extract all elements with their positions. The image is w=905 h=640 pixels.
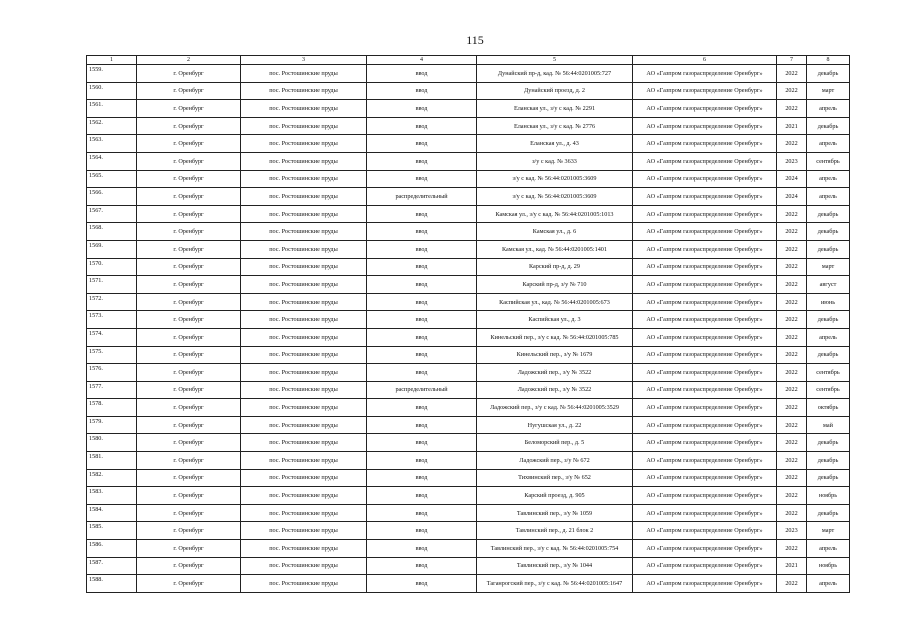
address-cell: Каспийская ул., кад. № 56:44:0201005:673 (477, 293, 633, 311)
month-cell: апрель (807, 188, 850, 206)
district-cell: пос. Ростошинские пруды (241, 258, 367, 276)
month-cell: декабрь (807, 240, 850, 258)
month-cell: апрель (807, 328, 850, 346)
table-body (87, 65, 850, 593)
type-cell: ввод (367, 557, 477, 575)
month-cell: декабрь (807, 346, 850, 364)
type-cell: ввод (367, 399, 477, 417)
organization-cell: АО «Газпром газораспределение Оренбург» (633, 293, 777, 311)
month-cell: сентябрь (807, 364, 850, 382)
table-row (87, 452, 850, 470)
month-cell: декабрь (807, 205, 850, 223)
organization-cell: АО «Газпром газораспределение Оренбург» (633, 82, 777, 100)
month-cell: сентябрь (807, 152, 850, 170)
type-cell: ввод (367, 205, 477, 223)
row-number-cell: 1571. (87, 276, 137, 294)
table-row (87, 100, 850, 118)
table-row (87, 522, 850, 540)
address-cell: Беломорский пер., д. 5 (477, 434, 633, 452)
table-row (87, 258, 850, 276)
district-cell: пос. Ростошинские пруды (241, 152, 367, 170)
row-number-cell: 1563. (87, 135, 137, 153)
district-cell: пос. Ростошинские пруды (241, 557, 367, 575)
table-row (87, 399, 850, 417)
organization-cell: АО «Газпром газораспределение Оренбург» (633, 434, 777, 452)
district-cell: пос. Ростошинские пруды (241, 469, 367, 487)
row-number-cell: 1576. (87, 364, 137, 382)
district-cell: пос. Ростошинские пруды (241, 381, 367, 399)
column-header: 1 (87, 56, 137, 65)
organization-cell: АО «Газпром газораспределение Оренбург» (633, 276, 777, 294)
address-cell: Тихвинский пер., з/у № 652 (477, 469, 633, 487)
address-cell: з/у с кад. № 56:44:0201005:3609 (477, 170, 633, 188)
district-cell: пос. Ростошинские пруды (241, 65, 367, 83)
month-cell: апрель (807, 170, 850, 188)
row-number-cell: 1564. (87, 152, 137, 170)
address-cell: Дунайский пр-д, кад. № 56:44:0201005:727 (477, 65, 633, 83)
table-row (87, 152, 850, 170)
year-cell: 2022 (777, 452, 807, 470)
row-number-cell: 1581. (87, 452, 137, 470)
row-number-cell: 1560. (87, 82, 137, 100)
year-cell: 2022 (777, 328, 807, 346)
month-cell: апрель (807, 575, 850, 593)
address-cell: Камская ул., д. 6 (477, 223, 633, 241)
organization-cell: АО «Газпром газораспределение Оренбург» (633, 364, 777, 382)
city-cell: г. Оренбург (137, 65, 241, 83)
row-number-cell: 1584. (87, 504, 137, 522)
city-cell: г. Оренбург (137, 117, 241, 135)
column-header: 7 (777, 56, 807, 65)
address-cell: Камская ул., з/у с кад. № 56:44:0201005:1013 (477, 205, 633, 223)
organization-cell: АО «Газпром газораспределение Оренбург» (633, 223, 777, 241)
organization-cell: АО «Газпром газораспределение Оренбург» (633, 152, 777, 170)
type-cell: ввод (367, 152, 477, 170)
year-cell: 2022 (777, 205, 807, 223)
page-number: 115 (466, 33, 484, 47)
district-cell: пос. Ростошинские пруды (241, 205, 367, 223)
address-cell: Дунайский проезд, д. 2 (477, 82, 633, 100)
organization-cell: АО «Газпром газораспределение Оренбург» (633, 416, 777, 434)
row-number-cell: 1562. (87, 117, 137, 135)
month-cell: июнь (807, 293, 850, 311)
city-cell: г. Оренбург (137, 135, 241, 153)
district-cell: пос. Ростошинские пруды (241, 487, 367, 505)
month-cell: ноябрь (807, 557, 850, 575)
organization-cell: АО «Газпром газораспределение Оренбург» (633, 540, 777, 558)
city-cell: г. Оренбург (137, 434, 241, 452)
row-number-cell: 1565. (87, 170, 137, 188)
city-cell: г. Оренбург (137, 575, 241, 593)
month-cell: август (807, 276, 850, 294)
address-cell: Кинельский пер., з/у № 1679 (477, 346, 633, 364)
year-cell: 2022 (777, 381, 807, 399)
month-cell: декабрь (807, 469, 850, 487)
row-number-cell: 1567. (87, 205, 137, 223)
table-row (87, 575, 850, 593)
type-cell: ввод (367, 540, 477, 558)
table-row (87, 188, 850, 206)
organization-cell: АО «Газпром газораспределение Оренбург» (633, 452, 777, 470)
city-cell: г. Оренбург (137, 364, 241, 382)
city-cell: г. Оренбург (137, 293, 241, 311)
organization-cell: АО «Газпром газораспределение Оренбург» (633, 205, 777, 223)
year-cell: 2022 (777, 469, 807, 487)
district-cell: пос. Ростошинские пруды (241, 188, 367, 206)
address-cell: Нугушская ул., д. 22 (477, 416, 633, 434)
organization-cell: АО «Газпром газораспределение Оренбург» (633, 170, 777, 188)
organization-cell: АО «Газпром газораспределение Оренбург» (633, 557, 777, 575)
row-number-cell: 1587. (87, 557, 137, 575)
column-header: 6 (633, 56, 777, 65)
table-row (87, 328, 850, 346)
table-row (87, 381, 850, 399)
type-cell: ввод (367, 293, 477, 311)
column-header: 4 (367, 56, 477, 65)
city-cell: г. Оренбург (137, 311, 241, 329)
district-cell: пос. Ростошинские пруды (241, 311, 367, 329)
city-cell: г. Оренбург (137, 170, 241, 188)
year-cell: 2022 (777, 135, 807, 153)
district-cell: пос. Ростошинские пруды (241, 170, 367, 188)
type-cell: ввод (367, 223, 477, 241)
type-cell: ввод (367, 504, 477, 522)
city-cell: г. Оренбург (137, 540, 241, 558)
city-cell: г. Оренбург (137, 452, 241, 470)
month-cell: декабрь (807, 65, 850, 83)
year-cell: 2022 (777, 416, 807, 434)
month-cell: октябрь (807, 399, 850, 417)
address-cell: Тавлинский пер., д. 21 блок 2 (477, 522, 633, 540)
row-number-cell: 1586. (87, 540, 137, 558)
district-cell: пос. Ростошинские пруды (241, 100, 367, 118)
district-cell: пос. Ростошинские пруды (241, 540, 367, 558)
city-cell: г. Оренбург (137, 258, 241, 276)
district-cell: пос. Ростошинские пруды (241, 82, 367, 100)
city-cell: г. Оренбург (137, 100, 241, 118)
year-cell: 2022 (777, 65, 807, 83)
district-cell: пос. Ростошинские пруды (241, 364, 367, 382)
organization-cell: АО «Газпром газораспределение Оренбург» (633, 399, 777, 417)
month-cell: апрель (807, 540, 850, 558)
city-cell: г. Оренбург (137, 223, 241, 241)
year-cell: 2022 (777, 346, 807, 364)
month-cell: декабрь (807, 504, 850, 522)
month-cell: март (807, 82, 850, 100)
row-number-cell: 1574. (87, 328, 137, 346)
column-header: 2 (137, 56, 241, 65)
type-cell: ввод (367, 135, 477, 153)
type-cell: ввод (367, 100, 477, 118)
row-number-cell: 1561. (87, 100, 137, 118)
month-cell: декабрь (807, 452, 850, 470)
city-cell: г. Оренбург (137, 469, 241, 487)
row-number-cell: 1588. (87, 575, 137, 593)
column-header: 8 (807, 56, 850, 65)
district-cell: пос. Ростошинские пруды (241, 117, 367, 135)
month-cell: декабрь (807, 117, 850, 135)
city-cell: г. Оренбург (137, 276, 241, 294)
table-row (87, 205, 850, 223)
year-cell: 2024 (777, 188, 807, 206)
district-cell: пос. Ростошинские пруды (241, 416, 367, 434)
organization-cell: АО «Газпром газораспределение Оренбург» (633, 117, 777, 135)
organization-cell: АО «Газпром газораспределение Оренбург» (633, 522, 777, 540)
table-row (87, 346, 850, 364)
address-cell: Еланская ул., з/у с кад. № 2776 (477, 117, 633, 135)
year-cell: 2022 (777, 487, 807, 505)
year-cell: 2022 (777, 540, 807, 558)
year-cell: 2023 (777, 522, 807, 540)
table-row (87, 65, 850, 83)
table-row (87, 117, 850, 135)
organization-cell: АО «Газпром газораспределение Оренбург» (633, 381, 777, 399)
city-cell: г. Оренбург (137, 346, 241, 364)
type-cell: ввод (367, 82, 477, 100)
type-cell: ввод (367, 65, 477, 83)
address-cell: Карский пр-д, д. 29 (477, 258, 633, 276)
year-cell: 2022 (777, 258, 807, 276)
type-cell: распределительный (367, 188, 477, 206)
row-number-cell: 1582. (87, 469, 137, 487)
table-row (87, 557, 850, 575)
address-cell: з/у с кад. № 3633 (477, 152, 633, 170)
table-row (87, 276, 850, 294)
column-number-header-row (87, 56, 850, 65)
district-cell: пос. Ростошинские пруды (241, 522, 367, 540)
address-cell: Карский пр-д, з/у № 710 (477, 276, 633, 294)
city-cell: г. Оренбург (137, 487, 241, 505)
table-row (87, 364, 850, 382)
month-cell: май (807, 416, 850, 434)
year-cell: 2022 (777, 100, 807, 118)
table-row (87, 311, 850, 329)
table-row (87, 135, 850, 153)
type-cell: ввод (367, 170, 477, 188)
organization-cell: АО «Газпром газораспределение Оренбург» (633, 328, 777, 346)
type-cell: ввод (367, 575, 477, 593)
address-cell: з/у с кад. № 56:44:0201005:3609 (477, 188, 633, 206)
year-cell: 2021 (777, 557, 807, 575)
organization-cell: АО «Газпром газораспределение Оренбург» (633, 65, 777, 83)
year-cell: 2022 (777, 223, 807, 241)
district-cell: пос. Ростошинские пруды (241, 346, 367, 364)
column-header: 3 (241, 56, 367, 65)
type-cell: ввод (367, 452, 477, 470)
city-cell: г. Оренбург (137, 504, 241, 522)
year-cell: 2024 (777, 170, 807, 188)
row-number-cell: 1580. (87, 434, 137, 452)
city-cell: г. Оренбург (137, 82, 241, 100)
organization-cell: АО «Газпром газораспределение Оренбург» (633, 100, 777, 118)
table-row (87, 504, 850, 522)
table-row (87, 240, 850, 258)
address-cell: Кинельский пер., з/у с кад. № 56:44:0201005:785 (477, 328, 633, 346)
address-cell: Ладожский пер., з/у № 672 (477, 452, 633, 470)
type-cell: ввод (367, 276, 477, 294)
table-row (87, 416, 850, 434)
organization-cell: АО «Газпром газораспределение Оренбург» (633, 346, 777, 364)
district-cell: пос. Ростошинские пруды (241, 504, 367, 522)
address-cell: Еланская ул., з/у с кад. № 2291 (477, 100, 633, 118)
year-cell: 2022 (777, 82, 807, 100)
address-cell: Ладожский пер., з/у № 3522 (477, 364, 633, 382)
row-number-cell: 1566. (87, 188, 137, 206)
type-cell: ввод (367, 364, 477, 382)
type-cell: ввод (367, 522, 477, 540)
month-cell: март (807, 522, 850, 540)
organization-cell: АО «Газпром газораспределение Оренбург» (633, 575, 777, 593)
city-cell: г. Оренбург (137, 328, 241, 346)
year-cell: 2021 (777, 117, 807, 135)
row-number-cell: 1579. (87, 416, 137, 434)
city-cell: г. Оренбург (137, 240, 241, 258)
district-cell: пос. Ростошинские пруды (241, 135, 367, 153)
year-cell: 2022 (777, 399, 807, 417)
address-cell: Тавлинский пер., з/у № 1044 (477, 557, 633, 575)
type-cell: ввод (367, 328, 477, 346)
district-cell: пос. Ростошинские пруды (241, 434, 367, 452)
month-cell: декабрь (807, 434, 850, 452)
city-cell: г. Оренбург (137, 557, 241, 575)
type-cell: ввод (367, 487, 477, 505)
district-cell: пос. Ростошинские пруды (241, 276, 367, 294)
table-row (87, 540, 850, 558)
address-cell: Тавлинский пер., з/у с кад. № 56:44:0201005:754 (477, 540, 633, 558)
organization-cell: АО «Газпром газораспределение Оренбург» (633, 487, 777, 505)
city-cell: г. Оренбург (137, 381, 241, 399)
month-cell: апрель (807, 100, 850, 118)
table-row (87, 434, 850, 452)
organization-cell: АО «Газпром газораспределение Оренбург» (633, 240, 777, 258)
type-cell: ввод (367, 469, 477, 487)
gas-connection-table (86, 55, 850, 593)
table-row (87, 82, 850, 100)
type-cell: ввод (367, 416, 477, 434)
month-cell: апрель (807, 135, 850, 153)
address-cell: Камская ул., кад. № 56:44:0201005:1401 (477, 240, 633, 258)
type-cell: ввод (367, 117, 477, 135)
organization-cell: АО «Газпром газораспределение Оренбург» (633, 188, 777, 206)
type-cell: ввод (367, 258, 477, 276)
city-cell: г. Оренбург (137, 416, 241, 434)
row-number-cell: 1573. (87, 311, 137, 329)
address-cell: Ладожский пер., з/у с кад. № 56:44:0201005:3529 (477, 399, 633, 417)
column-header: 5 (477, 56, 633, 65)
month-cell: декабрь (807, 311, 850, 329)
row-number-cell: 1559. (87, 65, 137, 83)
city-cell: г. Оренбург (137, 152, 241, 170)
year-cell: 2022 (777, 293, 807, 311)
year-cell: 2022 (777, 504, 807, 522)
month-cell: ноябрь (807, 487, 850, 505)
month-cell: март (807, 258, 850, 276)
district-cell: пос. Ростошинские пруды (241, 223, 367, 241)
year-cell: 2023 (777, 152, 807, 170)
type-cell: ввод (367, 311, 477, 329)
district-cell: пос. Ростошинские пруды (241, 328, 367, 346)
table-row (87, 223, 850, 241)
year-cell: 2022 (777, 276, 807, 294)
district-cell: пос. Ростошинские пруды (241, 293, 367, 311)
district-cell: пос. Ростошинские пруды (241, 399, 367, 417)
city-cell: г. Оренбург (137, 188, 241, 206)
city-cell: г. Оренбург (137, 205, 241, 223)
table-row (87, 487, 850, 505)
row-number-cell: 1577. (87, 381, 137, 399)
year-cell: 2022 (777, 364, 807, 382)
row-number-cell: 1575. (87, 346, 137, 364)
district-cell: пос. Ростошинские пруды (241, 452, 367, 470)
row-number-cell: 1569. (87, 240, 137, 258)
type-cell: ввод (367, 434, 477, 452)
row-number-cell: 1578. (87, 399, 137, 417)
table-row (87, 469, 850, 487)
table-row (87, 170, 850, 188)
organization-cell: АО «Газпром газораспределение Оренбург» (633, 258, 777, 276)
year-cell: 2022 (777, 434, 807, 452)
type-cell: ввод (367, 346, 477, 364)
address-cell: Каспийская ул., д. 3 (477, 311, 633, 329)
row-number-cell: 1583. (87, 487, 137, 505)
type-cell: распределительный (367, 381, 477, 399)
year-cell: 2022 (777, 311, 807, 329)
address-cell: Тавлинский пер., з/у № 1059 (477, 504, 633, 522)
row-number-cell: 1585. (87, 522, 137, 540)
district-cell: пос. Ростошинские пруды (241, 240, 367, 258)
address-cell: Еланская ул., д. 43 (477, 135, 633, 153)
city-cell: г. Оренбург (137, 522, 241, 540)
row-number-cell: 1568. (87, 223, 137, 241)
district-cell: пос. Ростошинские пруды (241, 575, 367, 593)
organization-cell: АО «Газпром газораспределение Оренбург» (633, 469, 777, 487)
year-cell: 2022 (777, 575, 807, 593)
address-cell: Ладожский пер., з/у № 3522 (477, 381, 633, 399)
address-cell: Карский проезд, д. 905 (477, 487, 633, 505)
organization-cell: АО «Газпром газораспределение Оренбург» (633, 311, 777, 329)
type-cell: ввод (367, 240, 477, 258)
address-cell: Таганрогский пер., з/у с кад. № 56:44:0201005:1647 (477, 575, 633, 593)
table-row (87, 293, 850, 311)
organization-cell: АО «Газпром газораспределение Оренбург» (633, 135, 777, 153)
organization-cell: АО «Газпром газораспределение Оренбург» (633, 504, 777, 522)
month-cell: сентябрь (807, 381, 850, 399)
year-cell: 2022 (777, 240, 807, 258)
row-number-cell: 1572. (87, 293, 137, 311)
city-cell: г. Оренбург (137, 399, 241, 417)
row-number-cell: 1570. (87, 258, 137, 276)
month-cell: декабрь (807, 223, 850, 241)
